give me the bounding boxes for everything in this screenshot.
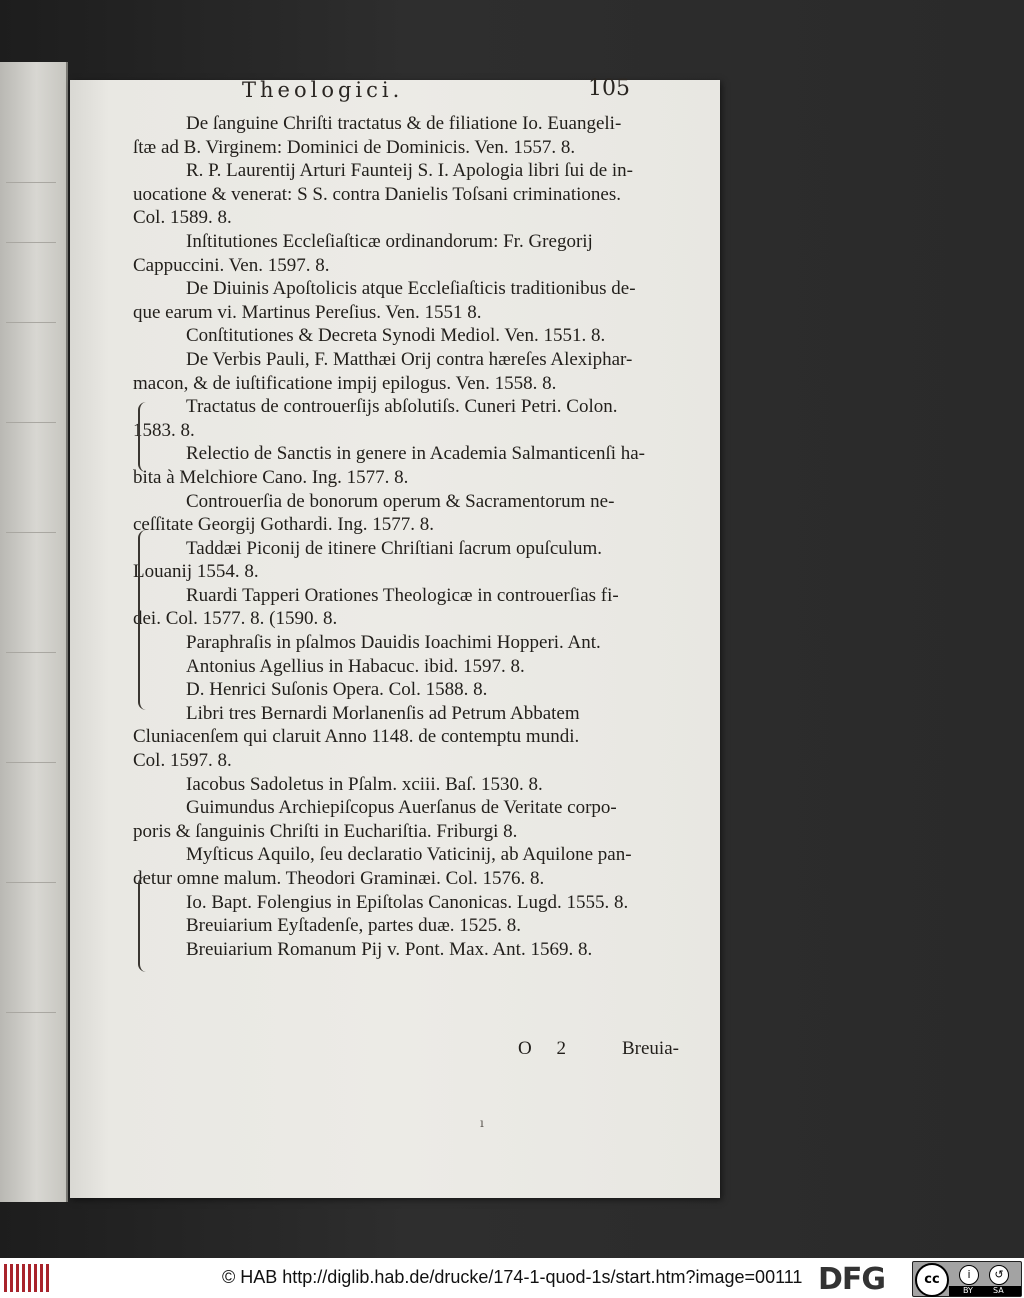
entry-line: Myſticus Aquilo, ſeu declaratio Vaticinij, ab Aquilone pan-: [186, 844, 632, 866]
entry-line: poris & ſanguinis Chriſti in Euchariſtia. Friburgi 8.: [133, 820, 518, 842]
entry-line: Iacobus Sadoletus in Pſalm. xciii. Baſ. 1530. 8.: [186, 773, 543, 795]
bracket-group-3: [138, 876, 146, 972]
entry-line: Paraphraſis in pſalmos Dauidis Ioachimi Hopperi. Ant.: [186, 632, 601, 654]
entry-line: Antonius Agellius in Habacuc. ibid. 1597. 8.: [186, 655, 525, 677]
credit-bar: [0, 1258, 1024, 1298]
entry-line: Relectio de Sanctis in genere in Academia Salmanticenſi ha-: [186, 443, 646, 465]
signature-mark: O 2: [518, 1038, 576, 1059]
running-head: Theologici.: [242, 78, 404, 102]
catchword: Breuia-: [622, 1038, 679, 1059]
by-label: BY: [963, 1286, 973, 1295]
library-logo-icon: [4, 1264, 52, 1292]
entry-line: Louanij 1554. 8.: [133, 561, 259, 583]
entry-line: Breuiarium Romanum Pij v. Pont. Max. Ant. 1569. 8.: [186, 938, 593, 960]
entry-line: Conſtitutiones & Decreta Synodi Mediol. Ven. 1551. 8.: [186, 325, 606, 347]
entry-line: que earum vi. Martinus Pereſius. Ven. 1551 8.: [133, 301, 482, 323]
entry-line: Guimundus Archiepiſcopus Auerſanus de Veritate corpo-: [186, 797, 617, 819]
page-number: 105: [588, 76, 630, 101]
entry-line: uocatione & venerat: S S. contra Danielis Toſsani criminationes.: [133, 183, 621, 205]
attribution-icon: i: [959, 1265, 979, 1285]
entry-line: Controuerſia de bonorum operum & Sacramentorum ne-: [186, 490, 615, 512]
entry-line: Ruardi Tapperi Orationes Theologicæ in controuerſias fi-: [186, 584, 619, 606]
page-footer: [510, 1038, 710, 1068]
stray-mark: ı: [480, 1116, 484, 1130]
entry-line: macon, & de iuſtificatione impij epilogus. Ven. 1558. 8.: [133, 372, 557, 394]
source-credit-link[interactable]: © HAB http://diglib.hab.de/drucke/174-1-quod-1s/start.htm?image=00111: [222, 1267, 803, 1287]
cc-by-sa-icon[interactable]: [912, 1261, 1022, 1297]
entry-line: Col. 1597. 8.: [133, 750, 232, 772]
share-alike-icon: ↺: [989, 1265, 1009, 1285]
entry-line: bita à Melchiore Cano. Ing. 1577. 8.: [133, 466, 409, 488]
catalogue-entries: [128, 112, 688, 961]
entry-line: D. Henrici Suſonis Opera. Col. 1588. 8.: [186, 679, 488, 701]
previous-page-edge: [0, 62, 68, 1202]
entry-line: Tractatus de controuerſijs abſolutiſs. Cuneri Petri. Colon.: [186, 396, 618, 418]
page-header: [230, 76, 680, 106]
entry-line: detur omne malum. Theodori Graminæi. Col. 1576. 8.: [133, 868, 545, 889]
dfg-logo: DFG: [818, 1262, 886, 1297]
entry-line: Libri tres Bernardi Morlanenſis ad Petrum Abbatem: [186, 702, 580, 724]
entry-line: dei. Col. 1577. 8. (1590. 8.: [133, 608, 338, 630]
bracket-group-2: [138, 530, 146, 710]
entry-line: Col. 1589. 8.: [133, 207, 232, 229]
license-strip: [949, 1286, 1021, 1296]
entry-line: De Diuinis Apoſtolicis atque Eccleſiaſticis traditionibus de-: [186, 278, 636, 300]
entry-line: 1583. 8.: [133, 419, 195, 441]
cc-icon: cc: [915, 1263, 949, 1297]
entry-line: Cappuccini. Ven. 1597. 8.: [133, 254, 330, 276]
sa-label: SA: [993, 1286, 1004, 1295]
entry-line: De Verbis Pauli, F. Matthæi Orij contra hæreſes Alexiphar-: [186, 348, 633, 370]
entry-line: ceſſitate Georgij Gothardi. Ing. 1577. 8.: [133, 514, 434, 536]
entry-line: Inſtitutiones Eccleſiaſticæ ordinandorum: Fr. Gregorij: [186, 230, 593, 252]
bracket-group-1: [138, 402, 146, 472]
entry-line: R. P. Laurentij Arturi Faunteij S. I. Apologia libri ſui de in-: [186, 160, 633, 182]
entry-line: Cluniacenſem qui claruit Anno 1148. de contemptu mundi.: [133, 726, 580, 748]
entry-line: ſtæ ad B. Virginem: Dominici de Dominicis. Ven. 1557. 8.: [133, 136, 576, 158]
entry-line: Io. Bapt. Folengius in Epiſtolas Canonicas. Lugd. 1555. 8.: [186, 891, 629, 913]
entry-line: Taddæi Piconij de itinere Chriſtiani ſacrum opuſculum.: [186, 537, 603, 559]
entry-line: Breuiarium Eyſtadenſe, partes duæ. 1525. 8.: [186, 915, 522, 937]
entry-line: De ſanguine Chriſti tractatus & de filiatione Io. Euangeli-: [186, 113, 622, 134]
